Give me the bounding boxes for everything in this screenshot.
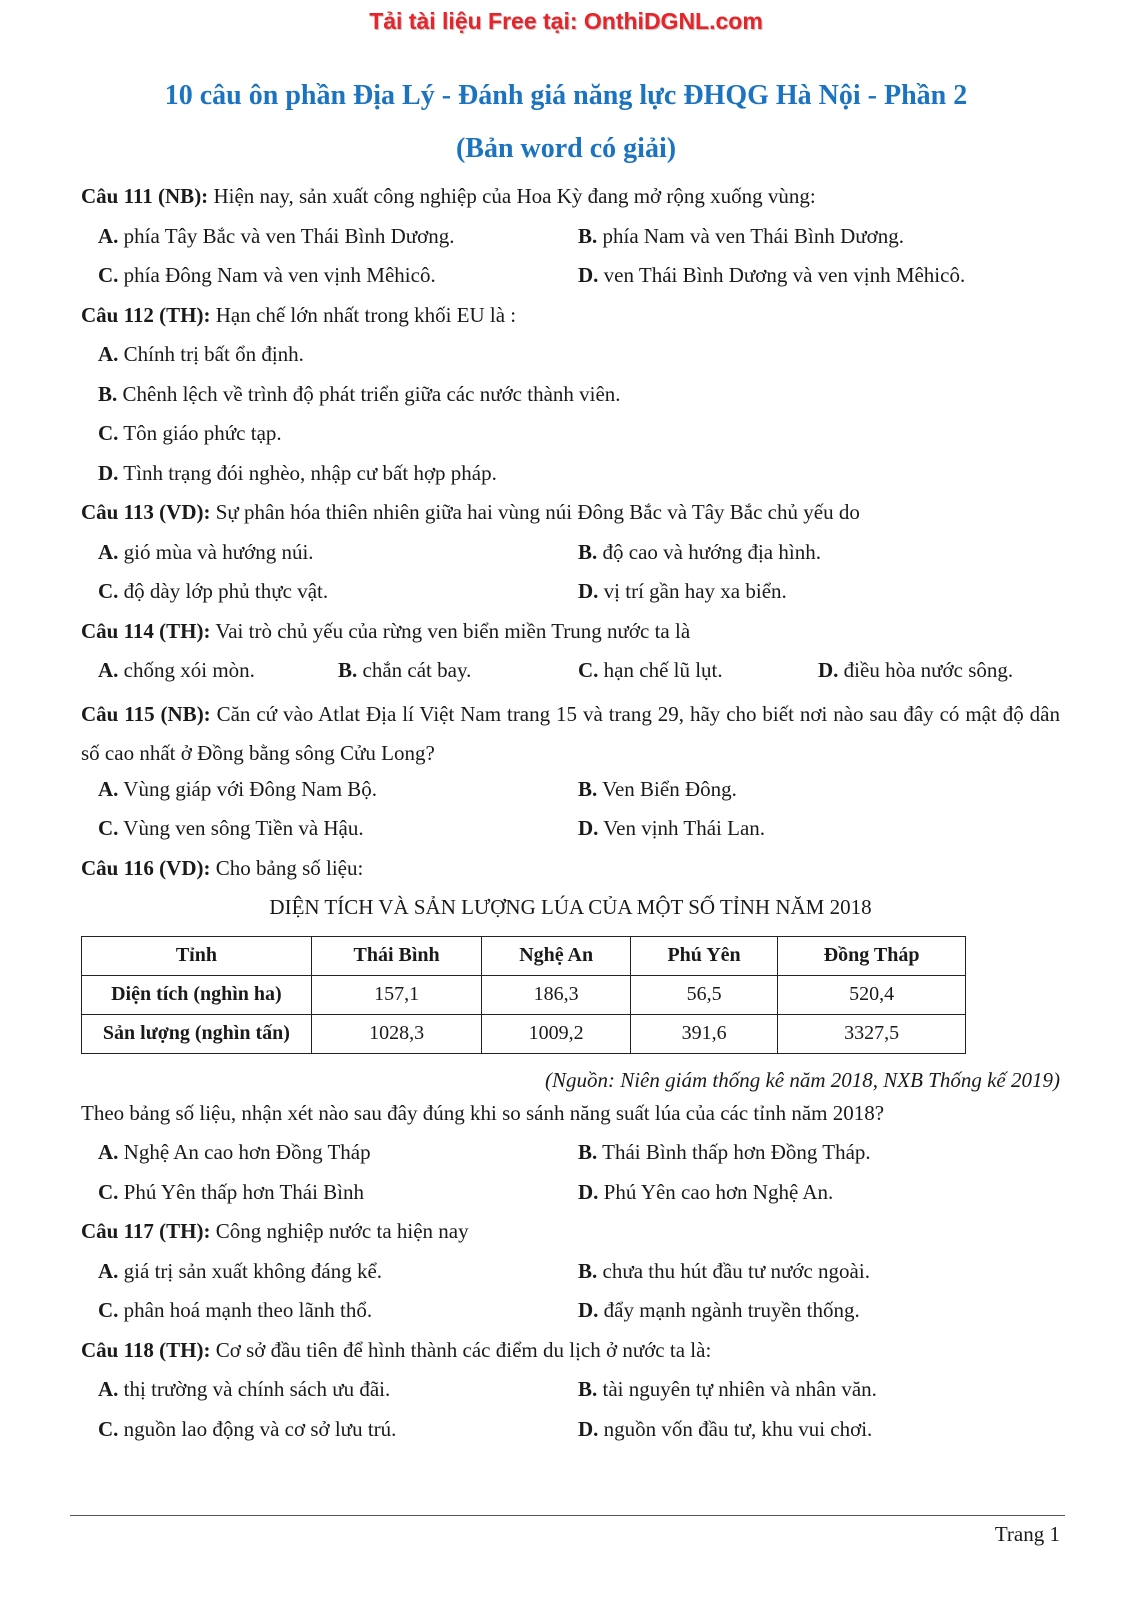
table-cell: 56,5: [630, 975, 777, 1014]
question-text: Cơ sở đầu tiên để hình thành các điểm du lịch ở nước ta là:: [215, 1337, 712, 1362]
question-label: Câu 112 (TH):: [81, 302, 211, 327]
options-row: [81, 774, 1060, 814]
table-cell: 1009,2: [482, 1014, 631, 1053]
table-row: [82, 1014, 966, 1053]
question-text: Công nghiệp nước ta hiện nay: [215, 1219, 469, 1243]
question-text: Căn cứ vào Atlat Địa lí Việt Nam trang 15 và trang 29, hãy cho biết nơi nào sau đây có mật độ dân số cao nhất ở Đồng bằng sông Cửu Long?: [81, 701, 1060, 765]
table-caption: DIỆN TÍCH VÀ SẢN LƯỢNG LÚA CỦA MỘT SỐ TỈNH NĂM 2018: [269, 895, 872, 919]
question-text: Cho bảng số liệu:: [215, 855, 364, 880]
option-c: C. phân hoá mạnh theo lãnh thổ.: [98, 1298, 373, 1322]
option-a: A. Nghệ An cao hơn Đồng Tháp: [98, 1140, 371, 1164]
option-c: C. Phú Yên thấp hơn Thái Bình: [98, 1179, 365, 1204]
options-row: [81, 1177, 1060, 1217]
table-row-header: Diện tích (nghìn ha): [82, 975, 312, 1014]
question-prompt: Theo bảng số liệu, nhận xét nào sau đây đúng khi so sánh năng suất lúa của các tỉnh năm 2018?: [81, 1100, 885, 1125]
footer-divider: [70, 1515, 1065, 1516]
option-d: D. Tình trạng đói nghèo, nhập cư bất hợp pháp.: [98, 460, 497, 485]
question-111: [81, 181, 1060, 221]
question-115: [81, 695, 1060, 774]
option-d: D. điều hòa nước sông.: [818, 658, 1014, 682]
options-row: [81, 1414, 1060, 1454]
table-cell: 3327,5: [778, 1014, 966, 1053]
option-d: D. Phú Yên cao hơn Nghệ An.: [578, 1179, 834, 1204]
question-text: Sự phân hóa thiên nhiên giữa hai vùng núi Đông Bắc và Tây Bắc chủ yếu do: [215, 500, 860, 524]
question-114: [81, 616, 1060, 656]
options-row: [81, 537, 1060, 577]
question-text: Hiện nay, sản xuất công nghiệp của Hoa Kỳ đang mở rộng xuống vùng:: [213, 184, 816, 208]
document-title: 10 câu ôn phần Địa Lý - Đánh giá năng lực ĐHQG Hà Nội - Phần 2: [164, 80, 968, 111]
table-header-cell: Nghệ An: [482, 936, 631, 975]
table-header-cell: Tỉnh: [82, 936, 312, 975]
question-label: Câu 117 (TH):: [81, 1219, 211, 1243]
question-text: Vai trò chủ yếu của rừng ven biển miền Trung nước ta là: [215, 618, 691, 643]
options-row: [81, 813, 1060, 853]
question-list: [81, 181, 1060, 1453]
question-label: Câu 113 (VD):: [81, 500, 211, 524]
question-113: [81, 497, 1060, 537]
option-b: B. chắn cát bay.: [338, 658, 472, 682]
question-text: Hạn chế lớn nhất trong khối EU là :: [215, 302, 517, 327]
option-c: C. độ dày lớp phủ thực vật.: [98, 579, 329, 603]
table-row: [82, 975, 966, 1014]
option-b: B. Ven Biển Đông.: [578, 776, 737, 801]
option-b: B. chưa thu hút đầu tư nước ngoài.: [578, 1258, 870, 1283]
table-cell: 157,1: [311, 975, 482, 1014]
question-label: Câu 116 (VD):: [81, 855, 211, 880]
option-a: A. giá trị sản xuất không đáng kể.: [98, 1258, 383, 1283]
table-cell: 520,4: [778, 975, 966, 1014]
option-d: D. ven Thái Bình Dương và ven vịnh Mêhicô.: [578, 263, 966, 287]
option-a: A. phía Tây Bắc và ven Thái Bình Dương.: [98, 223, 455, 248]
option-b: B. Chênh lệch về trình độ phát triển giữa các nước thành viên.: [98, 381, 621, 406]
table-header-cell: Thái Bình: [311, 936, 482, 975]
option-b: B. phía Nam và ven Thái Bình Dương.: [578, 223, 904, 248]
options-row: [81, 260, 1060, 300]
question-label: Câu 114 (TH):: [81, 618, 211, 643]
table-header-cell: Phú Yên: [630, 936, 777, 975]
table-header-row: [82, 936, 966, 975]
option-a: A. Chính trị bất ổn định.: [98, 342, 304, 366]
option-a: A. Vùng giáp với Đông Nam Bộ.: [98, 776, 378, 801]
option-d: D. nguồn vốn đầu tư, khu vui chơi.: [578, 1416, 873, 1441]
option-c: C. hạn chế lũ lụt.: [578, 658, 723, 682]
question-117: [81, 1216, 1060, 1256]
options-row: [81, 1374, 1060, 1414]
page-number: Trang 1: [994, 1522, 1060, 1546]
table-cell: 391,6: [630, 1014, 777, 1053]
option-b: B. Thái Bình thấp hơn Đồng Tháp.: [578, 1140, 871, 1164]
table-cell: 1028,3: [311, 1014, 482, 1053]
option-b: B. tài nguyên tự nhiên và nhân văn.: [578, 1377, 877, 1401]
table-row-header: Sản lượng (nghìn tấn): [82, 1014, 312, 1053]
table-header-cell: Đồng Tháp: [778, 936, 966, 975]
option-a: A. thị trường và chính sách ưu đãi.: [98, 1377, 391, 1401]
question-116: [81, 853, 1060, 893]
document-subtitle: (Bản word có giải): [455, 133, 677, 164]
data-table: [81, 936, 966, 1054]
question-label: Câu 111 (NB):: [81, 184, 209, 208]
option-b: B. độ cao và hướng địa hình.: [578, 539, 821, 564]
options-row: [81, 1295, 1060, 1335]
option-a: A. gió mùa và hướng núi.: [98, 539, 314, 564]
question-label: Câu 118 (TH):: [81, 1337, 211, 1362]
question-112: [81, 300, 1060, 340]
option-a: A. chống xói mòn.: [98, 658, 255, 682]
options-row: [81, 221, 1060, 261]
option-c: C. Tôn giáo phức tạp.: [98, 421, 282, 445]
question-label: Câu 115 (NB):: [81, 701, 211, 726]
options-row: [81, 1137, 1060, 1177]
table-source: (Nguồn: Niên giám thống kê năm 2018, NXB Thống kế 2019): [544, 1067, 1060, 1092]
question-118: [81, 1335, 1060, 1375]
option-c: C. phía Đông Nam và ven vịnh Mêhicô.: [98, 263, 436, 287]
options-row: [81, 655, 1060, 695]
option-d: D. đẩy mạnh ngành truyền thống.: [578, 1298, 860, 1322]
option-c: C. Vùng ven sông Tiền và Hậu.: [98, 816, 364, 840]
options-row: [81, 576, 1060, 616]
table-cell: 186,3: [482, 975, 631, 1014]
option-d: D. Ven vịnh Thái Lan.: [578, 816, 766, 840]
option-d: D. vị trí gần hay xa biển.: [578, 579, 787, 603]
options-row: [81, 1256, 1060, 1296]
option-c: C. nguồn lao động và cơ sở lưu trú.: [98, 1416, 397, 1441]
download-banner[interactable]: Tải tài liệu Free tại: OnthiDGNL.com: [369, 8, 763, 34]
